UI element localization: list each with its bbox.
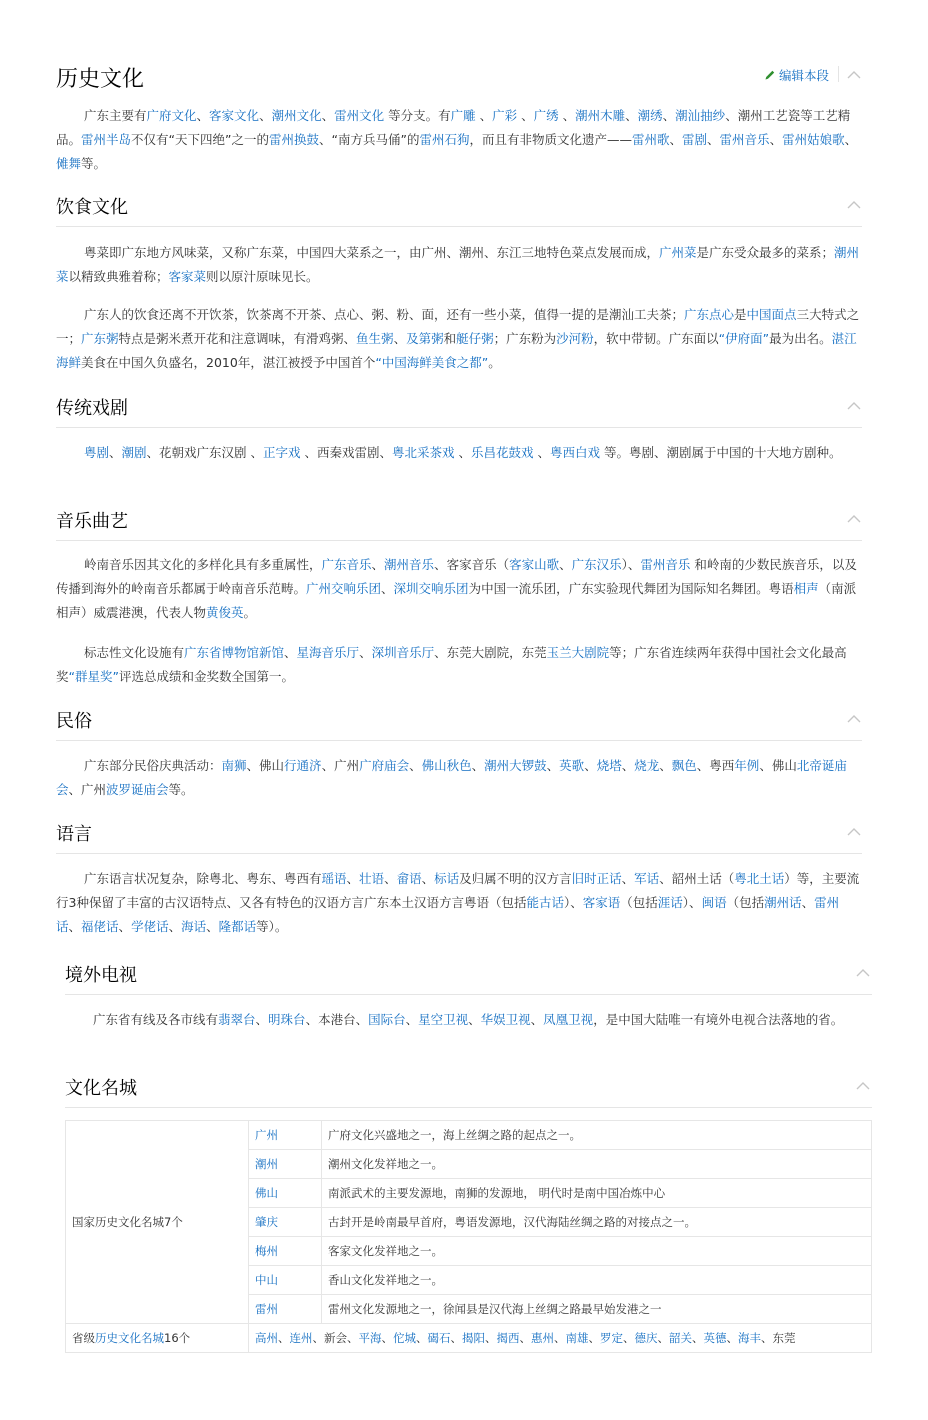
text-run: 、 bbox=[623, 1331, 635, 1345]
section-divider bbox=[56, 226, 862, 227]
table-row bbox=[66, 1121, 872, 1150]
text-run: 、广州 bbox=[68, 782, 107, 797]
text-run: 、 bbox=[68, 919, 82, 934]
city-cell bbox=[249, 1237, 322, 1266]
section-title-opera: 传统戏剧 bbox=[56, 398, 128, 419]
text-run: 、 bbox=[533, 445, 551, 460]
text-run: 、 bbox=[381, 1331, 393, 1345]
wiki-link[interactable]: 广府文化 bbox=[146, 108, 197, 123]
wiki-link[interactable]: “中国海鲜美食之都” bbox=[375, 355, 489, 370]
wiki-link[interactable]: 海丰 bbox=[738, 1331, 761, 1345]
wiki-link[interactable]: 翡翠台 bbox=[218, 1012, 256, 1027]
chevron-up-icon[interactable] bbox=[846, 401, 862, 413]
category-cell-provincial bbox=[66, 1324, 249, 1353]
text-run: 、 bbox=[321, 108, 335, 123]
text-run: 标志性文化设施有 bbox=[84, 645, 185, 660]
music-paragraph-1 bbox=[56, 553, 862, 625]
wiki-link[interactable]: 年例 bbox=[734, 758, 760, 773]
chevron-up-icon[interactable] bbox=[846, 827, 862, 839]
text-run: 、 bbox=[284, 645, 297, 660]
wiki-link[interactable]: 军话 bbox=[634, 871, 660, 886]
opera-paragraph bbox=[56, 441, 862, 465]
text-run: ；广东粉为 bbox=[493, 331, 557, 346]
text-run: 、本港台、 bbox=[305, 1012, 369, 1027]
text-run: 及归属不明的汉方言 bbox=[459, 871, 572, 886]
wiki-link[interactable]: 北帝诞庙会 bbox=[56, 758, 847, 797]
wiki-link[interactable]: 黄俊英 bbox=[206, 605, 244, 620]
text-run: 美食在中国久负盛名，2010年，湛江被授予中国首个 bbox=[81, 355, 376, 370]
wiki-link[interactable]: 雷剧 bbox=[682, 132, 708, 147]
text-run: 、 bbox=[259, 108, 272, 123]
chevron-up-icon[interactable] bbox=[855, 1081, 871, 1093]
city-cell bbox=[249, 1266, 322, 1295]
wiki-link[interactable]: 广东粥 bbox=[81, 331, 119, 346]
city-link[interactable]: 肇庆 bbox=[255, 1215, 278, 1229]
wiki-link[interactable]: 海话 bbox=[181, 919, 207, 934]
wiki-link[interactable]: 揭西 bbox=[496, 1331, 520, 1345]
text-run: 等；广东省连续两年获得中国社会文化最高奖 bbox=[56, 645, 847, 684]
text-run: 、 bbox=[657, 1331, 669, 1345]
wiki-link[interactable]: 潮汕抽纱 bbox=[675, 108, 726, 123]
text-run: 、 bbox=[659, 758, 672, 773]
text-run: 、 bbox=[517, 108, 534, 123]
wiki-link[interactable]: 粤西白戏 bbox=[550, 445, 601, 460]
text-run: 、 bbox=[118, 919, 132, 934]
city-cell bbox=[249, 1208, 322, 1237]
text-run: 。 bbox=[243, 605, 257, 620]
wiki-link[interactable]: 隆都话 bbox=[218, 919, 257, 934]
text-run: 广东省有线及各市线有 bbox=[93, 1012, 219, 1027]
wiki-link[interactable]: 雷州音乐 bbox=[719, 132, 770, 147]
section-divider bbox=[65, 1107, 872, 1108]
wiki-link[interactable]: 英歌 bbox=[559, 758, 585, 773]
text-run: 、 bbox=[416, 1331, 428, 1345]
wiki-link[interactable]: 粤剧 bbox=[84, 445, 110, 460]
text-run: 、东莞 bbox=[761, 1331, 796, 1345]
wiki-link[interactable]: 烧塔 bbox=[596, 758, 622, 773]
text-run: 、 bbox=[707, 132, 720, 147]
text-run: 、 bbox=[468, 1012, 481, 1027]
text-run: 、佛山 bbox=[759, 758, 797, 773]
text-run: （包括 bbox=[620, 895, 658, 910]
text-run: 、 bbox=[554, 1331, 566, 1345]
text-run: 广东语言状况复杂，除粤北、粤东、粤西有 bbox=[84, 871, 322, 886]
wiki-link[interactable]: 广东点心 bbox=[684, 307, 735, 322]
wiki-link[interactable]: 中国面点 bbox=[746, 307, 797, 322]
chevron-up-icon[interactable] bbox=[855, 968, 871, 980]
text-run: ，是中国大陆唯一有境外电视合法落地的省。 bbox=[593, 1012, 844, 1027]
text-run: 、 bbox=[454, 445, 472, 460]
text-run: 、 bbox=[475, 108, 493, 123]
text-run: 、 bbox=[471, 758, 485, 773]
wiki-link[interactable]: 烧龙 bbox=[634, 758, 660, 773]
wiki-link[interactable]: 罗定 bbox=[600, 1331, 623, 1345]
wiki-link[interactable]: 行通济 bbox=[284, 758, 322, 773]
text-run: 、 bbox=[669, 132, 683, 147]
text-run: 等分支。有 bbox=[384, 108, 451, 123]
text-run: 、 bbox=[206, 919, 219, 934]
text-run: ）、 bbox=[621, 557, 641, 572]
section-divider bbox=[56, 540, 862, 541]
wiki-link[interactable]: 凤凰卫视 bbox=[543, 1012, 594, 1027]
text-run: 、 bbox=[450, 1331, 462, 1345]
city-description: 雷州文化发源地之一，徐闻县是汉代海上丝绸之路最早始发港之一 bbox=[322, 1295, 872, 1324]
wiki-link[interactable]: 广府庙会 bbox=[359, 758, 410, 773]
city-description: 古封开是岭南最早首府，粤语发源地，汉代海陆丝绸之路的对接点之一。 bbox=[322, 1208, 872, 1237]
text-run: 、潮州工艺瓷等工艺精品。 bbox=[56, 108, 851, 147]
text-run: 广东部分民俗庆典活动： bbox=[84, 758, 222, 773]
text-run: 、 bbox=[584, 758, 597, 773]
text-run: 特点是粥米煮开花和注意调味，有滑鸡粥、 bbox=[118, 331, 357, 346]
city-description: 客家文化发祥地之一。 bbox=[322, 1237, 872, 1266]
text-run: 以精致典雅着称； bbox=[68, 269, 169, 284]
city-link[interactable]: 潮州 bbox=[255, 1157, 278, 1171]
wiki-link[interactable]: 壮语 bbox=[359, 871, 385, 886]
text-run: 、 bbox=[530, 1012, 544, 1027]
wiki-link[interactable]: 雷州姑娘歌 bbox=[782, 132, 845, 147]
page-title: 历史文化 bbox=[56, 67, 145, 92]
city-cell bbox=[249, 1121, 322, 1150]
wiki-link[interactable]: 客家菜 bbox=[168, 269, 207, 284]
text-run: 、 bbox=[801, 895, 815, 910]
text-run: 省级 bbox=[72, 1331, 95, 1345]
wiki-link[interactable]: 雷州文化 bbox=[334, 108, 385, 123]
text-run: 、 bbox=[546, 758, 560, 773]
cultural-cities-table bbox=[65, 1120, 872, 1353]
text-run: 是 bbox=[734, 307, 747, 322]
wiki-link[interactable]: 广绣 bbox=[533, 108, 559, 123]
wiki-link[interactable]: 广彩 bbox=[492, 108, 518, 123]
text-run: 16个 bbox=[164, 1331, 191, 1345]
wiki-link[interactable]: 能古话 bbox=[526, 895, 564, 910]
text-run: 、 bbox=[393, 331, 407, 346]
text-run: （包括 bbox=[726, 895, 765, 910]
wiki-link[interactable]: 潮州音乐 bbox=[384, 557, 435, 572]
wiki-link[interactable]: 广州交响乐团 bbox=[306, 581, 382, 596]
wiki-link[interactable]: 雷州半岛 bbox=[81, 132, 132, 147]
chevron-up-icon[interactable] bbox=[846, 200, 862, 212]
wiki-link[interactable]: 福佬话 bbox=[81, 919, 119, 934]
wiki-link[interactable]: 鱼生粥 bbox=[356, 331, 394, 346]
text-run: ）等，主要流行3种保留了丰富的古汉语特点、又各有特色的汉语方言广东本土汉语方言粤语（包括 bbox=[56, 871, 860, 910]
text-run: 、新会、 bbox=[312, 1331, 359, 1345]
text-run: 、 bbox=[421, 871, 435, 886]
text-run: 不仅有“天下四绝”之一的 bbox=[131, 132, 269, 147]
wiki-link[interactable]: 雷州石狗 bbox=[419, 132, 470, 147]
city-link[interactable]: 佛山 bbox=[255, 1186, 278, 1200]
text-run: 、 bbox=[109, 445, 122, 460]
diet-paragraph-2 bbox=[56, 303, 862, 375]
city-description: 潮州文化发祥地之一。 bbox=[322, 1150, 872, 1179]
text-run: ，软中带韧。广东面以 bbox=[593, 331, 719, 346]
text-run: 是广东受众最多的菜系； bbox=[696, 245, 835, 260]
chevron-up-icon[interactable] bbox=[846, 514, 862, 526]
wiki-link[interactable]: 乐昌花鼓戏 bbox=[471, 445, 534, 460]
text-run: 、 bbox=[255, 1012, 269, 1027]
text-run: 、 bbox=[844, 132, 858, 147]
text-run: 、 bbox=[769, 132, 783, 147]
section-title-tv: 境外电视 bbox=[65, 965, 137, 986]
chevron-up-icon[interactable] bbox=[846, 70, 862, 82]
wiki-link[interactable]: 英德 bbox=[703, 1331, 727, 1345]
wiki-link[interactable]: 标话 bbox=[434, 871, 460, 886]
text-run: 和 bbox=[443, 331, 457, 346]
text-run: 等）。 bbox=[256, 919, 288, 934]
wiki-link[interactable]: 艇仔粥 bbox=[456, 331, 494, 346]
city-link[interactable]: 广州 bbox=[255, 1128, 278, 1142]
wiki-link[interactable]: 惠州 bbox=[531, 1331, 554, 1345]
wiki-link[interactable]: 潮州菜 bbox=[56, 245, 860, 284]
text-run: 、 bbox=[662, 108, 676, 123]
wiki-link[interactable]: 学佬话 bbox=[131, 919, 169, 934]
text-run: 、 bbox=[196, 108, 210, 123]
text-run: （南派相声）威震港澳，代表人物 bbox=[56, 581, 857, 620]
wiki-link[interactable]: 揭阳 bbox=[462, 1331, 485, 1345]
wiki-link[interactable]: 南雄 bbox=[565, 1331, 589, 1345]
text-run: 和岭南的少数民族音乐，以及传播到海外的岭南音乐都属于岭南音乐范畴。 bbox=[56, 557, 857, 596]
wiki-link[interactable]: 南狮 bbox=[221, 758, 247, 773]
text-run: 、客家音乐（ bbox=[434, 557, 510, 572]
wiki-link[interactable]: 及第粥 bbox=[406, 331, 444, 346]
wiki-link[interactable]: “群星奖” bbox=[68, 669, 119, 684]
wiki-link[interactable]: 潮州大锣鼓 bbox=[484, 758, 547, 773]
text-run: 粤菜即广东地方风味菜，又称广东菜，中国四大菜系之一，由广州、潮州、东江三地特色菜点发展而成， bbox=[84, 245, 660, 260]
wiki-link[interactable]: 粤北土话 bbox=[734, 871, 785, 886]
text-run: 广东主要有 bbox=[84, 108, 147, 123]
wiki-link[interactable]: 雷州音乐 bbox=[640, 557, 691, 572]
text-run: 等。 bbox=[81, 156, 107, 171]
text-run: 、东莞大剧院，东莞 bbox=[434, 645, 547, 660]
chevron-up-icon[interactable] bbox=[846, 714, 862, 726]
text-run: 、 bbox=[519, 1331, 531, 1345]
wiki-link[interactable]: 华娱卫视 bbox=[480, 1012, 531, 1027]
wiki-link[interactable]: 广东汉乐 bbox=[571, 557, 622, 572]
wiki-link[interactable]: 深圳交响乐团 bbox=[393, 581, 469, 596]
wiki-link[interactable]: 相声 bbox=[793, 581, 819, 596]
wiki-link[interactable]: 平海 bbox=[358, 1331, 382, 1345]
wiki-link[interactable]: 佗城 bbox=[393, 1331, 416, 1345]
table-row bbox=[66, 1324, 872, 1353]
text-run: 、 bbox=[405, 1012, 419, 1027]
wiki-link[interactable]: 飘色 bbox=[671, 758, 697, 773]
text-run: 、 bbox=[381, 581, 394, 596]
text-run: 、西秦戏雷剧、 bbox=[300, 445, 393, 460]
city-link[interactable]: 梅州 bbox=[255, 1244, 278, 1258]
text-run: 等。 bbox=[168, 782, 194, 797]
tv-paragraph bbox=[65, 1008, 872, 1032]
provincial-city-list bbox=[249, 1324, 872, 1353]
text-run: ，而且有非物质文化遗产—— bbox=[469, 132, 632, 147]
wiki-link[interactable]: 广雕 bbox=[450, 108, 476, 123]
wiki-link[interactable]: 佛山秋色 bbox=[421, 758, 472, 773]
text-run: ）、 bbox=[563, 895, 583, 910]
category-cell-national: 国家历史文化名城7个 bbox=[66, 1121, 249, 1324]
section-divider bbox=[56, 853, 862, 854]
wiki-link[interactable]: 潮剧 bbox=[121, 445, 147, 460]
text-run: 、 bbox=[278, 1331, 290, 1345]
wiki-link[interactable]: 深圳音乐厅 bbox=[371, 645, 435, 660]
section-title-cities: 文化名城 bbox=[65, 1078, 137, 1099]
text-run: 、“南方兵马俑”的 bbox=[319, 132, 420, 147]
text-run: 广东人的饮食还离不开饮茶，饮茶离不开茶、点心、粥、粉、面，还有一些小菜，值得一提的是潮汕工夫茶； bbox=[84, 307, 685, 322]
wiki-link[interactable]: 玉兰大剧院 bbox=[546, 645, 610, 660]
wiki-link[interactable]: 雷州话 bbox=[56, 895, 840, 934]
wiki-link[interactable]: 潮绣 bbox=[637, 108, 663, 123]
intro-paragraph bbox=[56, 104, 862, 176]
text-run: 、 bbox=[485, 1331, 497, 1345]
wiki-link[interactable]: 客家山歌 bbox=[509, 557, 560, 572]
wiki-link[interactable]: 广东省博物馆新馆 bbox=[184, 645, 285, 660]
text-run: 三大特式之一； bbox=[56, 307, 860, 346]
diet-paragraph-1 bbox=[56, 241, 862, 289]
wiki-link[interactable]: 潮州木雕 bbox=[575, 108, 626, 123]
wiki-link[interactable]: 连州 bbox=[289, 1331, 313, 1345]
wiki-link[interactable]: 波罗诞庙会 bbox=[106, 782, 169, 797]
language-paragraph bbox=[56, 867, 862, 939]
wiki-link[interactable]: 雷州换鼓 bbox=[268, 132, 319, 147]
text-run: 、 bbox=[625, 108, 638, 123]
folk-paragraph bbox=[56, 754, 862, 802]
wiki-link[interactable]: 潮州话 bbox=[764, 895, 802, 910]
wiki-link[interactable]: 星空卫视 bbox=[418, 1012, 469, 1027]
wiki-link[interactable]: 高州 bbox=[255, 1331, 278, 1345]
wiki-link[interactable]: 沙河粉 bbox=[556, 331, 594, 346]
wiki-link[interactable]: “伊府面” bbox=[718, 331, 770, 346]
city-description: 南派武术的主要发源地，南狮的发源地， 明代时是南中国冶炼中心 bbox=[322, 1179, 872, 1208]
text-run: 等。粤剧、潮剧属于中国的十大地方剧种。 bbox=[600, 445, 842, 460]
city-cell bbox=[249, 1295, 322, 1324]
text-run: 、 bbox=[409, 758, 422, 773]
wiki-link[interactable]: 瑶语 bbox=[321, 871, 347, 886]
section-divider bbox=[56, 740, 862, 741]
wiki-link[interactable]: 畲语 bbox=[396, 871, 422, 886]
wiki-link[interactable]: 傩舞 bbox=[56, 156, 82, 171]
text-run: 、广州 bbox=[321, 758, 360, 773]
section-title-music: 音乐曲艺 bbox=[56, 511, 128, 532]
wiki-link[interactable]: 潮州文化 bbox=[271, 108, 322, 123]
city-link[interactable]: 中山 bbox=[255, 1273, 278, 1287]
wiki-link[interactable]: 历史文化名城 bbox=[95, 1331, 164, 1345]
wiki-link[interactable]: 广东音乐 bbox=[321, 557, 372, 572]
text-run: 、 bbox=[692, 1331, 704, 1345]
section-title-diet: 饮食文化 bbox=[56, 197, 128, 218]
text-run: ）、 bbox=[682, 895, 702, 910]
pencil-icon bbox=[764, 69, 776, 81]
wiki-link[interactable]: 韶关 bbox=[669, 1331, 692, 1345]
wiki-link[interactable]: 客家语 bbox=[582, 895, 621, 910]
text-run: 、 bbox=[621, 871, 635, 886]
section-title-folk: 民俗 bbox=[56, 711, 92, 732]
text-run: 为中国一流乐团，广东实验现代舞团为国际知名舞团。粤语 bbox=[468, 581, 794, 596]
text-run: 、 bbox=[346, 871, 360, 886]
wiki-link[interactable]: 雷州歌 bbox=[631, 132, 670, 147]
edit-section-label: 编辑本段 bbox=[779, 68, 830, 83]
text-run: 、韶州土话（ bbox=[659, 871, 735, 886]
text-run: 、佛山 bbox=[246, 758, 285, 773]
edit-section-button[interactable] bbox=[764, 66, 829, 84]
city-description: 香山文化发祥地之一。 bbox=[322, 1266, 872, 1295]
section-title-language: 语言 bbox=[56, 824, 92, 845]
text-run: 、花朝戏广东汉剧 、 bbox=[146, 445, 264, 460]
text-run: 岭南音乐因其文化的多样化具有多重属性， bbox=[84, 557, 322, 572]
city-description: 广府文化兴盛地之一，海上丝绸之路的起点之一。 bbox=[322, 1121, 872, 1150]
wiki-link[interactable]: 旧时正话 bbox=[571, 871, 622, 886]
wiki-link[interactable]: 闽语 bbox=[701, 895, 727, 910]
wiki-link[interactable]: 湛江海鲜 bbox=[56, 331, 857, 370]
wiki-link[interactable]: 明珠台 bbox=[268, 1012, 306, 1027]
wiki-link[interactable]: 碣石 bbox=[427, 1331, 451, 1345]
wiki-link[interactable]: 客家文化 bbox=[209, 108, 260, 123]
section-divider bbox=[56, 427, 862, 428]
city-link[interactable]: 雷州 bbox=[255, 1302, 278, 1316]
text-run: 、 bbox=[559, 557, 572, 572]
text-run: 则以原汁原味见长。 bbox=[206, 269, 319, 284]
text-run: 评选总成绩和金奖数全国第一。 bbox=[118, 669, 294, 684]
text-run: 、粤西 bbox=[696, 758, 735, 773]
text-run: 、 bbox=[359, 645, 372, 660]
music-paragraph-2 bbox=[56, 641, 862, 689]
text-run: 、 bbox=[621, 758, 635, 773]
text-run: 、 bbox=[558, 108, 576, 123]
text-run: 、 bbox=[588, 1331, 600, 1345]
wiki-link[interactable]: 正字戏 bbox=[263, 445, 301, 460]
wiki-link[interactable]: 涯话 bbox=[657, 895, 683, 910]
wiki-link[interactable]: 广州菜 bbox=[659, 245, 697, 260]
wiki-link[interactable]: 星海音乐厅 bbox=[296, 645, 360, 660]
text-run: 。 bbox=[488, 355, 501, 370]
text-run: 、 bbox=[371, 557, 385, 572]
wiki-link[interactable]: 德庆 bbox=[634, 1331, 658, 1345]
city-cell bbox=[249, 1150, 322, 1179]
text-run: 最为出名。 bbox=[769, 331, 832, 346]
header-divider bbox=[838, 66, 839, 82]
text-run: 、 bbox=[726, 1331, 738, 1345]
wiki-link[interactable]: 国际台 bbox=[368, 1012, 406, 1027]
text-run: 、 bbox=[168, 919, 182, 934]
city-cell bbox=[249, 1179, 322, 1208]
text-run: 、 bbox=[384, 871, 397, 886]
section-divider bbox=[65, 994, 872, 995]
wiki-link[interactable]: 粤北采茶戏 bbox=[392, 445, 455, 460]
